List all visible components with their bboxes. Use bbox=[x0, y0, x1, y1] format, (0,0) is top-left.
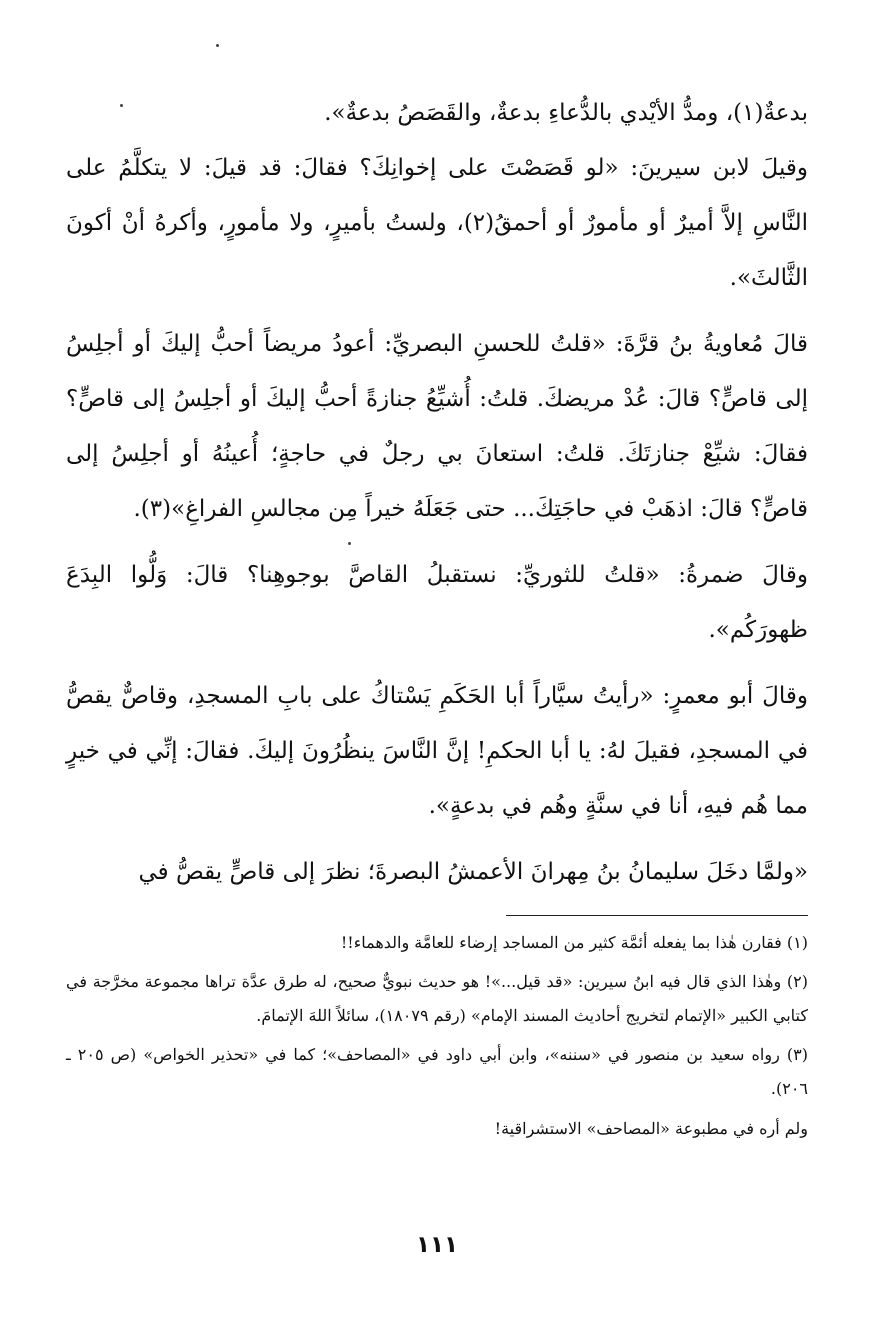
footnote: (١) فقارن هٰذا بما يفعله أئمَّة كثير من المساجد إرضاء للعامَّة والدهماء!! bbox=[340, 933, 808, 952]
page-number: ١١١ bbox=[415, 1232, 459, 1258]
paragraph: وقيلَ لابن سيرينَ: «لو قَصَصْتَ على إخوانِكَ؟ فقالَ: قد قيلَ: لا يتكلَّمُ على النَّاسِ إلاَّ أميرٌ أو مأمورٌ أو أحمقُ(٢)، ولستُ بأميرٍ، ولا مأمورٍ، وأكرهُ أنْ أكونَ الثَّالثَ». bbox=[66, 155, 808, 291]
paragraph: «ولمَّا دخَلَ سليمانُ بنُ مِهرانَ الأعمشُ البصرةَ؛ نظرَ إلى قاصٍّ يقصُّ في bbox=[138, 859, 808, 885]
footnotes bbox=[66, 926, 808, 1146]
paragraph: وقالَ أبو معمرٍ: «رأيتُ سيَّاراً أبا الحَكَمِ يَسْتاكُ على بابِ المسجدِ، وقاصٌّ يقصُّ في المسجدِ، فقيلَ لهُ: يا أبا الحكمِ! إنَّ النَّاسَ ينظُرُونَ إليكَ. فقالَ: إنِّي في خيرٍ مما هُم فيهِ، أنا في سنَّةٍ وهُم في بدعةٍ». bbox=[66, 683, 808, 819]
paragraph: وقالَ ضمرةُ: «قلتُ للثوريِّ: نستقبلُ القاصَّ بوجوهِنا؟ قالَ: وَلُّوا البِدَعَ ظهورَكُم». bbox=[66, 562, 808, 643]
footnote: (٢) وهٰذا الذي قال فيه ابنُ سيرين: «قد قيل...»! هو حديث نبويٌّ صحيح، له طرق عدَّة تراها مجموعة مخرَّجة في كتابي الكبير «الإتمام لتخريج أحاديث المسند الإمام» (رقم ١٨٠٧٩)، سائلاً اللهَ الإتمامَ. bbox=[66, 972, 808, 1025]
main-text bbox=[66, 86, 808, 900]
scan-speck bbox=[216, 44, 219, 47]
footnote: (٣) رواه سعيد بن منصور في «سننه»، وابن أبي داود في «المصاحف»؛ كما في «تحذير الخواص» (ص ٢٠٥ ـ ٢٠٦). bbox=[66, 1045, 808, 1098]
paragraph: قالَ مُعاويةُ بنُ قرَّةَ: «قلتُ للحسنِ البصريِّ: أعودُ مريضاً أحبُّ إليكَ أو أجلِسُ إلى قاصٍّ؟ قالَ: عُدْ مريضكَ. قلتُ: أُشيِّعُ جنازةً أحبُّ إليكَ أو أجلِسُ إلى قاصٍّ؟ فقالَ: شيِّعْ جنازتَكَ. قلتُ: استعانَ بي رجلٌ في حاجةٍ؛ أُعينُهُ أو أجلِسُ إلى قاصٍّ؟ قالَ: اذهَبْ في حاجَتِكَ... حتى جَعَلَهُ خيراً مِن مجالسِ الفراغِ»(٣). bbox=[66, 331, 808, 522]
paragraph: بدعةٌ(١)، ومدُّ الأيْدي بالدُّعاءِ بدعةٌ، والقَصَصُ بدعةٌ». bbox=[324, 100, 808, 126]
book-page bbox=[66, 86, 808, 1151]
footnote-note: ولم أره في مطبوعة «المصاحف» الاستشراقية! bbox=[494, 1119, 808, 1138]
footnote-separator bbox=[506, 915, 808, 916]
